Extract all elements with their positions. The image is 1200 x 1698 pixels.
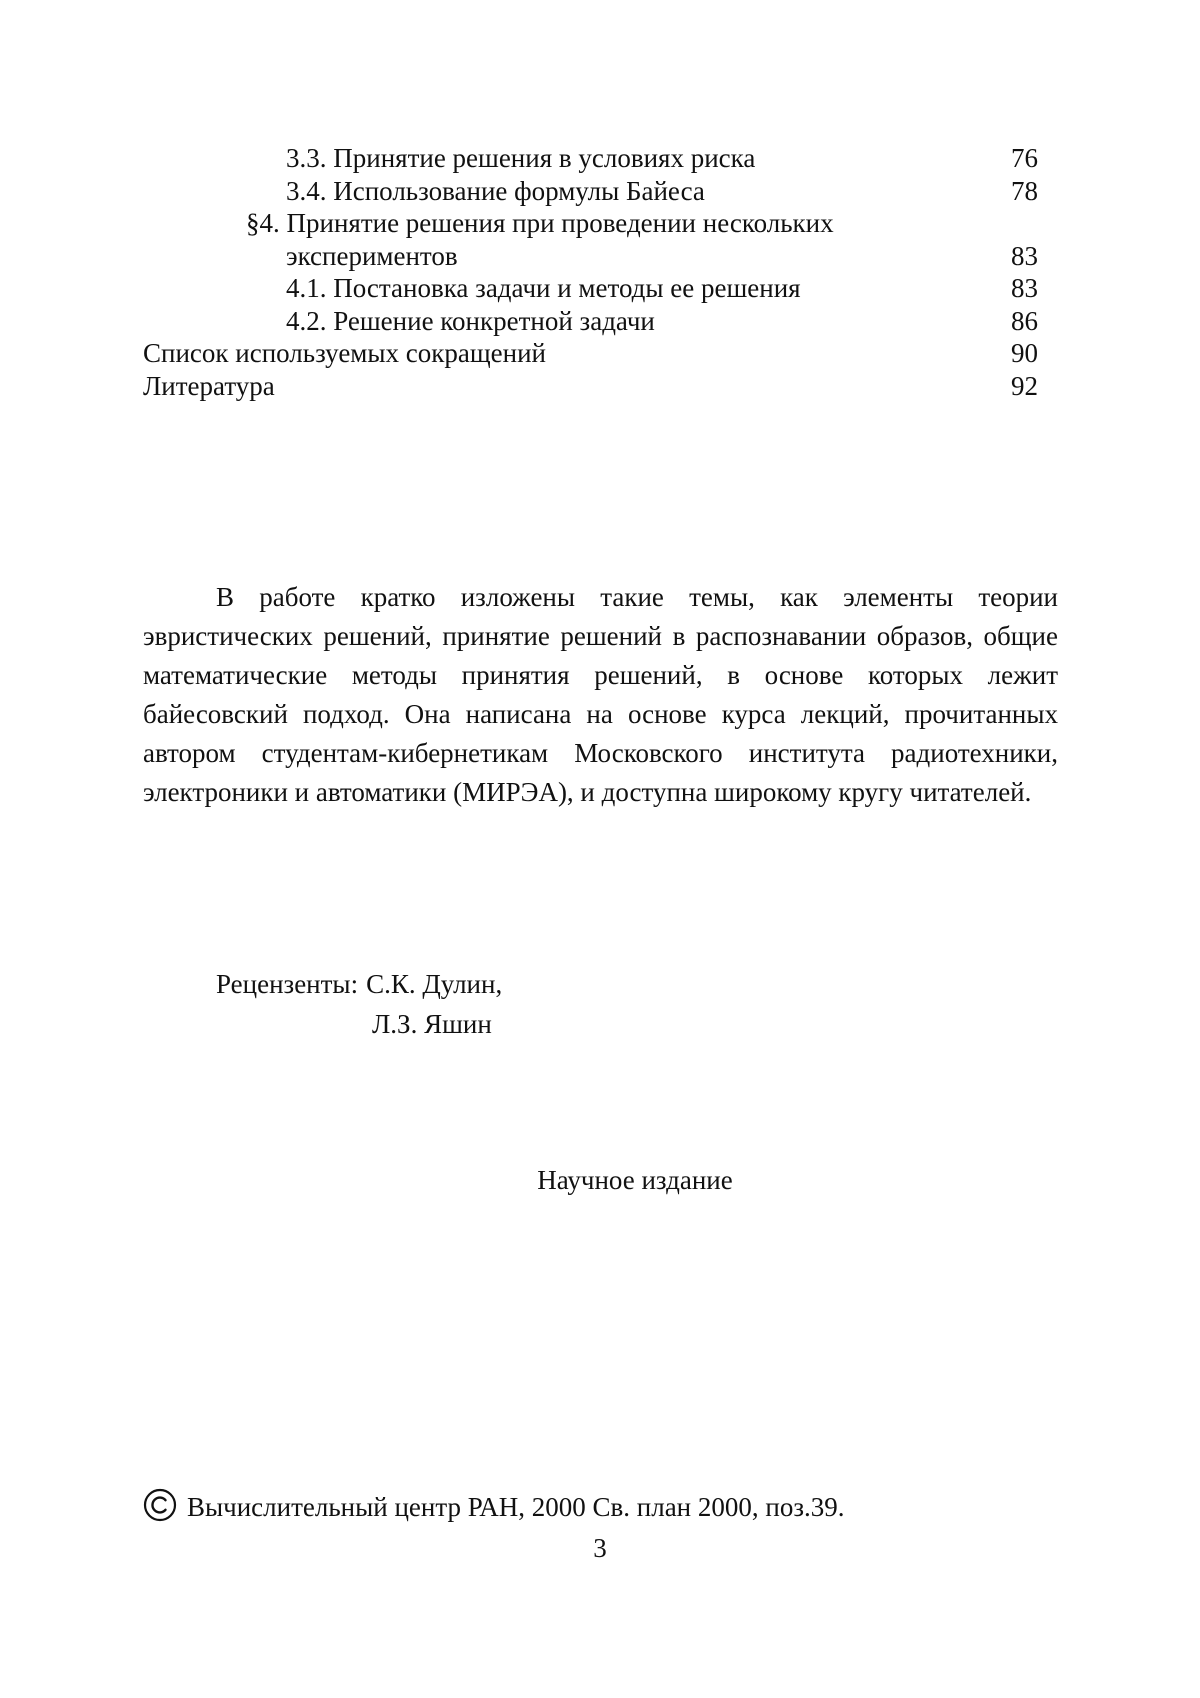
toc-entry-title: 3.3. Принятие решения в условиях риска [286, 143, 756, 173]
reviewers-block [216, 964, 502, 1044]
toc-entry-page: 90 [1011, 338, 1038, 368]
toc-entry-title: экспериментов [286, 240, 458, 271]
copyright-icon [143, 1488, 177, 1522]
toc-entry [143, 272, 1038, 305]
edition-type: Научное издание [537, 1165, 733, 1195]
toc-entry-title: §4. Принятие решения при проведении нескольких [246, 208, 834, 238]
reviewer-name: С.К. Дулин, [366, 969, 503, 999]
toc-entry-title: Литература [143, 370, 275, 401]
toc-entry-title: 4.2. Решение конкретной задачи [286, 305, 655, 336]
toc-entry [143, 207, 1038, 240]
toc-entry-title: Список используемых сокращений [143, 338, 546, 368]
toc-entry [143, 305, 1038, 338]
abstract-paragraph: В работе кратко изложены такие темы, как элементы теории эвристических решений, принятие решений в распознавании образов, общие математические методы принятия решений, в основе которых лежит байесовский подход. Она написана на основе курса лекций, прочитанных автором студентам-кибернетикам Московского института радиотехники, электроники и автоматики (МИРЭА), и доступна широкому кругу читателей. [143, 582, 1058, 807]
toc-entry [143, 337, 1038, 370]
toc-entry-title: 3.4. Использование формулы Байеса [286, 175, 705, 206]
toc-entry [143, 142, 1038, 175]
toc-entry-page: 92 [1011, 370, 1038, 401]
toc-entry [143, 175, 1038, 208]
imprint-text: Вычислительный центр РАН, 2000 Св. план 2000, поз.39. [187, 1492, 845, 1522]
page-number: 3 [593, 1533, 607, 1563]
toc-entry-page: 86 [1011, 305, 1038, 336]
toc-entry-page: 83 [1011, 273, 1038, 303]
reviewer-name: Л.З. Яшин [372, 1009, 492, 1039]
toc-entry-page: 83 [1011, 240, 1038, 271]
toc-entry-page: 78 [1011, 175, 1038, 206]
toc-entry [143, 370, 1038, 403]
imprint-line [143, 1487, 845, 1527]
toc-entry-title: 4.1. Постановка задачи и методы ее решения [286, 273, 801, 303]
table-of-contents [143, 142, 1038, 402]
toc-entry [143, 240, 1038, 273]
toc-entry-page: 76 [1011, 143, 1038, 173]
reviewers-label: Рецензенты: [216, 969, 359, 999]
